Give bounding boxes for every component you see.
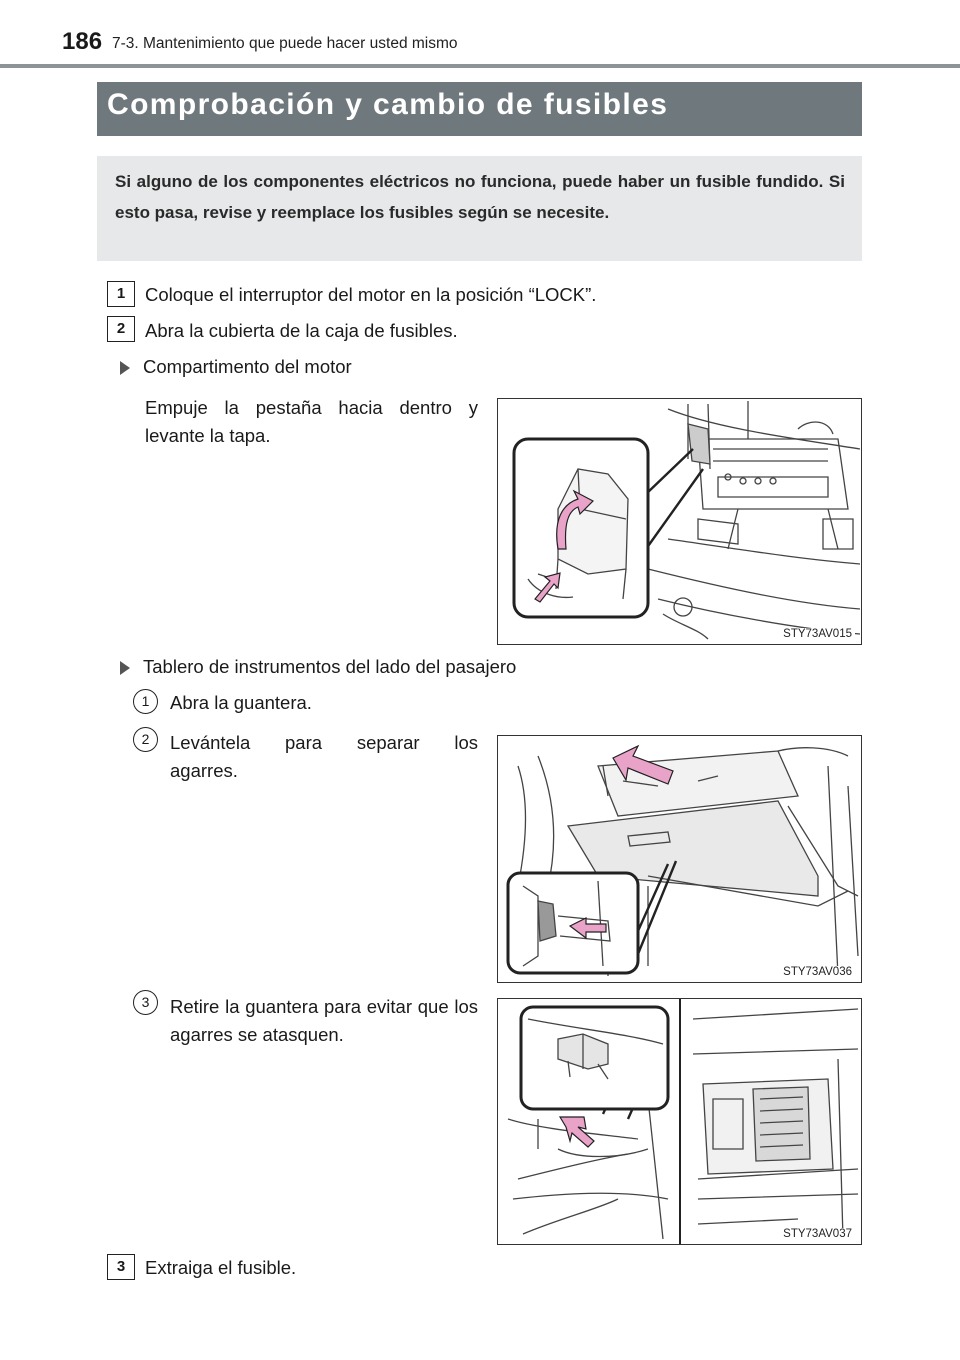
glovebox-figure [497, 735, 862, 983]
section-title: 7-3. Mantenimiento que puede hacer usted mismo [112, 35, 458, 52]
substep-text-3: Retire la guantera para evitar que los agarres se atasquen. [170, 996, 478, 1045]
fuse-panel-illustration [498, 999, 862, 1245]
figure-code: STY73AV037 [780, 1228, 855, 1240]
fuse-panel-figure [497, 998, 862, 1245]
step-number-3: 3 [107, 1254, 135, 1280]
header-rule [0, 64, 960, 68]
intro-text: Si alguno de los componentes eléctricos no funciona, puede haber un fusible fundido. Si esto pasa, revise y reemplace los fusibles según se necesite. [115, 172, 845, 222]
substep-number-1: 1 [133, 689, 158, 714]
dashboard-heading: Tablero de instrumentos del lado del pasajero [143, 656, 517, 677]
step-number-1: 1 [107, 281, 135, 307]
engine-heading: Compartimento del motor [143, 356, 352, 377]
glovebox-illustration [498, 736, 862, 983]
remove-arrow-icon [560, 1117, 594, 1147]
step-text-1: Coloque el interruptor del motor en la posición “LOCK”. [145, 284, 597, 305]
substep-number-2: 2 [133, 727, 158, 752]
substep-number-3: 3 [133, 990, 158, 1015]
engine-text: Empuje la pestaña hacia dentro y levante la tapa. [145, 397, 478, 446]
bullet-triangle-icon [120, 361, 130, 375]
step-text-2: Abra la cubierta de la caja de fusibles. [145, 320, 458, 341]
substep-text-2: Levántela para separar los agarres. [170, 732, 478, 781]
bullet-triangle-icon [120, 661, 130, 675]
engine-fuse-box-figure [497, 398, 862, 645]
page-number: 186 [62, 28, 103, 55]
figure-code: STY73AV036 [780, 966, 855, 978]
substep-text-1: Abra la guantera. [170, 692, 312, 713]
step-text-3: Extraiga el fusible. [145, 1257, 297, 1278]
step-number-2: 2 [107, 316, 135, 342]
figure-code: STY73AV015 [780, 628, 855, 640]
page-title: Comprobación y cambio de fusibles [107, 88, 669, 121]
engine-illustration [498, 399, 862, 645]
